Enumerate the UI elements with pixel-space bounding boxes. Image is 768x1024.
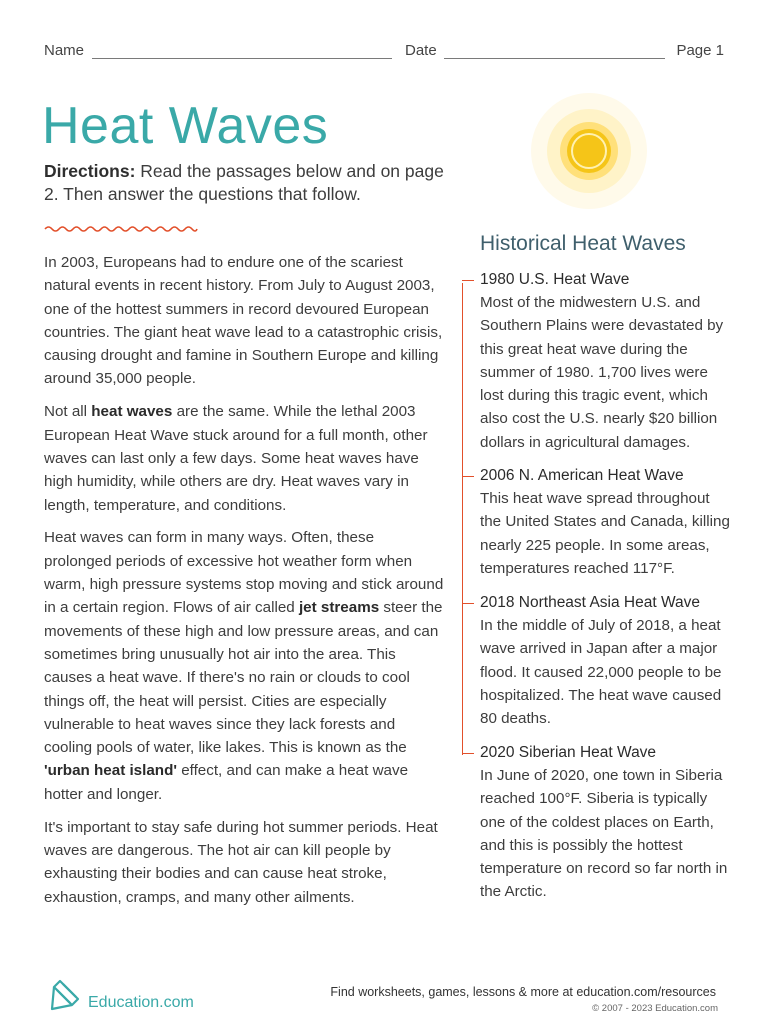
pencil-logo-icon (50, 978, 84, 1012)
directions (44, 160, 444, 206)
key-term: jet streams (298, 599, 380, 617)
sun-icon (530, 92, 648, 210)
timeline-item (480, 465, 730, 580)
squiggle-divider (44, 224, 198, 234)
timeline-tick (462, 280, 474, 281)
worksheet-header (44, 40, 724, 64)
timeline-body: This heat wave spread throughout the United States and Canada, killing nearly 225 people. In some areas, temperatures reached 117°F. (480, 490, 730, 577)
footer-copyright: © 2007 - 2023 Education.com (592, 1003, 718, 1014)
key-term: 'urban heat island' (44, 762, 177, 780)
passage-paragraph: Heat waves can form in many ways. Often, these prolonged periods of excessive hot weather form when warm, high pressure systems stop moving and stick around in a certain region. Flows of air called jet streams steer the movements of these high and low pressure areas, and can sometimes bring unusually hot air into the area. This causes a heat wave. If there's no rain or clouds to cool things off, the heat will persist. Cities are especially vulnerable to heat waves since they lack forests and cooling pools of water, like lakes. This is known as the 'urban heat island' effect, and can make a heat wave hotter and longer. (44, 529, 444, 803)
timeline-item (480, 592, 730, 730)
timeline-tick (462, 476, 474, 477)
passage-paragraph: Not all heat waves are the same. While the lethal 2003 European Heat Wave stuck around for a full month, other waves can last only a few days. Some heat waves have high humidity, while others are dry. Heat waves vary in length, temperature, and conditions. (44, 403, 428, 514)
timeline-body: In the middle of July of 2018, a heat wave arrived in Japan after a major flood. It caused 22,000 people to be hospitalized. The heat wave caused 80 deaths. (480, 617, 722, 728)
footer-tagline: Find worksheets, games, lessons & more at education.com/resources (330, 985, 716, 999)
timeline-body: Most of the midwestern U.S. and Southern Plains were devastated by this great heat wave during the summer of 1980. 1,700 lives were lost during this tragic event, which also cost the U.S. nearly $20 billion dollars in agricultural damages. (480, 294, 724, 451)
timeline-line (462, 283, 463, 755)
timeline-heading: 2018 Northeast Asia Heat Wave (480, 594, 700, 611)
page-title: Heat Waves (42, 97, 329, 155)
timeline-heading: 2006 N. American Heat Wave (480, 467, 684, 484)
reading-passages (44, 251, 444, 918)
timeline-tick (462, 753, 474, 754)
directions-label: Directions: (44, 161, 136, 181)
date-label: Date (405, 42, 437, 59)
name-label: Name (44, 42, 85, 59)
directions-text: Read the passages below and on page 2. Then answer the questions that follow. (44, 161, 444, 204)
timeline-item (480, 742, 730, 904)
sidebar-title: Historical Heat Waves (480, 232, 686, 255)
timeline-heading: 1980 U.S. Heat Wave (480, 271, 630, 288)
name-line (92, 58, 392, 59)
timeline-body: In June of 2020, one town in Siberia reached 100°F. Siberia is typically one of the coldest places on Earth, and this is possibly the hottest temperature on record so far north in the Arctic. (480, 767, 728, 901)
passage-paragraph: In 2003, Europeans had to endure one of the scariest natural events in recent history. From July to August 2003, one of the hottest summers in record devoured European countries. The giant heat wave lead to a catastrophic crisis, causing drought and famine in Southern Europe and killing around 35,000 people. (44, 254, 443, 388)
date-line (444, 58, 665, 59)
passage-paragraph: It's important to stay safe during hot summer periods. Heat waves are dangerous. The hot air can kill people by exhausting their bodies and can cause heat stroke, exhaustion, cramps, and many other ailments. (44, 818, 438, 906)
timeline-tick (462, 603, 474, 604)
key-term: heat waves (91, 403, 173, 421)
timeline-item (480, 269, 730, 454)
timeline-heading: 2020 Siberian Heat Wave (480, 744, 657, 761)
page-number: Page 1 (676, 42, 724, 59)
brand-name: Education.com (88, 994, 194, 1011)
